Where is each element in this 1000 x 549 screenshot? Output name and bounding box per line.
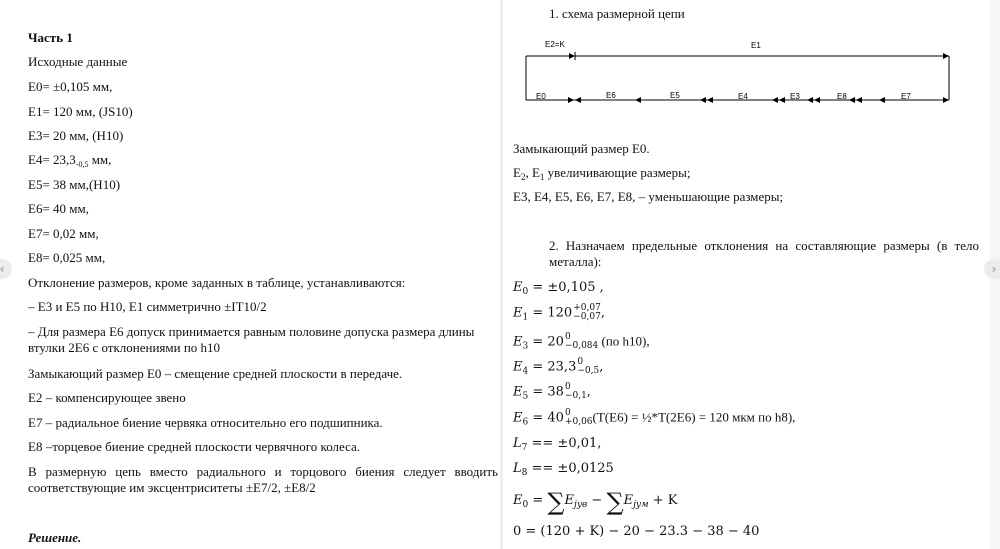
f-sum-t2sub: jум <box>633 500 649 510</box>
f-e6-body: = 40 <box>528 410 564 426</box>
f-l8-body: == ±0,0125 <box>527 461 614 476</box>
f-e1-tail: , <box>600 305 605 321</box>
f-e5-body: = 38 <box>528 384 564 400</box>
left-page <box>8 0 500 549</box>
diagram-label-e8: E8 <box>837 92 847 101</box>
f-e3-tail: (по h10), <box>598 333 650 349</box>
f-e3-body: = 20 <box>528 334 564 350</box>
decreasing-sizes: E3, E4, E5, E6, E7, E8, – уменьшающие размеры; <box>513 189 784 204</box>
increasing-sub-1: 1 <box>539 172 545 182</box>
next-page-arrow[interactable]: › <box>984 259 1000 279</box>
f-e4-sup: 0 <box>577 357 584 367</box>
f-e3-tol <box>565 333 598 351</box>
formula-e1 <box>513 304 605 326</box>
formula-e3 <box>513 333 650 355</box>
f-e4-body: = 23,3 <box>528 359 577 375</box>
f-e5-sup: 0 <box>564 382 571 392</box>
param-e3: E3= 20 мм, (H10) <box>28 128 124 143</box>
f-l7-name: L <box>513 436 522 451</box>
f-e3-sup: 0 <box>564 332 571 342</box>
diagram-label-e5: E5 <box>670 91 680 100</box>
param-e5: E5= 38 мм,(H10) <box>28 177 121 192</box>
formula-final: 0 = (120 + K) − 20 − 23.3 − 38 − 40 <box>513 524 760 539</box>
param-e6: E6= 40 мм, <box>28 201 89 216</box>
f-e4-tol <box>577 358 599 376</box>
f-sum-minus: − <box>587 493 607 508</box>
right-page <box>503 0 990 549</box>
diagram-label-e6: E6 <box>606 91 616 100</box>
f-sum-name: E <box>513 493 523 508</box>
deviation-note: Отклонение размеров, кроме заданных в таблице, устанавливаются: <box>28 275 406 290</box>
param-e0: E0= ±0,105 мм, <box>28 79 113 94</box>
formula-sum <box>513 488 678 516</box>
e7-line: E7 – радиальное биение червяка относительно его подшипника. <box>28 415 383 430</box>
bullet-e3-e5: – E3 и E5 по H10, E1 симметрично ±IT10/2 <box>28 299 267 314</box>
f-e6-low: +0,06 <box>564 417 593 427</box>
f-sum-t1: E <box>564 493 575 508</box>
param-e4-main: E4= 23,3 <box>28 152 76 167</box>
f-e4-name: E <box>513 359 523 375</box>
f-l7-sub: 7 <box>521 443 528 453</box>
f-sum-sub: 0 <box>522 500 529 510</box>
f-e3-sub: 3 <box>522 341 529 352</box>
diagram-label-e0: E0 <box>536 92 546 101</box>
scheme-title: 1. схема размерной цепи <box>549 6 685 21</box>
part-title: Часть 1 <box>28 30 73 45</box>
f-e3-low: −0,084 <box>564 341 599 351</box>
formula-l7 <box>513 436 601 456</box>
formula-e4 <box>513 358 603 380</box>
f-e5-tol <box>565 383 587 401</box>
f-l8-sub: 8 <box>521 468 528 478</box>
f-sum-eq: = <box>528 493 548 508</box>
diagram-label-e4: E4 <box>738 92 748 101</box>
closing-size: Замыкающий размер E0. <box>513 141 650 156</box>
e2-line: E2 – компенсирующее звено <box>28 390 186 405</box>
param-e4-tol: -0,5 <box>75 160 89 169</box>
f-sum-sigma1: ∑ <box>547 488 565 516</box>
f-e3-name: E <box>513 334 523 350</box>
f-e1-sup: +0,07 <box>573 303 601 313</box>
f-e6-tol <box>565 409 593 427</box>
step2-heading: 2. Назначаем предельные отклонения на составляющие размеры (в тело металла): <box>549 238 979 269</box>
f-e0-body: = ±0,105 , <box>528 280 604 295</box>
f-e1-body: = 120 <box>528 305 573 321</box>
f-e5-name: E <box>513 384 523 400</box>
f-e5-tail: , <box>586 384 591 400</box>
solution-heading: Решение. <box>28 530 82 545</box>
f-e6-sup: 0 <box>564 408 571 418</box>
f-e1-sub: 1 <box>522 312 529 323</box>
eccentric-note: В размерную цепь вместо радиального и торцового биения следует вводить соответствующие им эксцентриситеты ±E7/2, ±E8/2 <box>28 464 498 495</box>
increasing-sep: , E <box>525 165 540 180</box>
f-sum-t1sub: jув <box>574 500 588 510</box>
diagram-label-e2k: E2=K <box>545 40 565 49</box>
formula-e5 <box>513 383 591 405</box>
increasing-e: E <box>513 165 521 180</box>
f-e6-tail: (T(E6) = ½*T(2E6) = 120 мкм по h8), <box>592 409 796 425</box>
f-l8-name: L <box>513 461 522 476</box>
diagram-label-e3: E3 <box>790 92 800 101</box>
f-e5-sub: 5 <box>522 391 529 402</box>
increasing-sizes <box>513 165 690 185</box>
f-sum-tail: + K <box>648 493 678 508</box>
increasing-sub-2: 2 <box>520 172 526 182</box>
e8-line: E8 –торцевое биение средней плоскости червячного колеса. <box>28 439 361 454</box>
dimension-chain-diagram <box>523 38 953 108</box>
f-sum-t2: E <box>623 493 634 508</box>
initial-data-title: Исходные данные <box>28 54 128 69</box>
f-e4-tail: , <box>599 359 604 375</box>
f-e5-low: −0,1 <box>564 391 587 401</box>
f-e6-sub: 6 <box>522 417 529 428</box>
bullet-e6: – Для размера E6 допуск принимается равным половине допуска размера длины втулки 2E6 с отклонениями по h10 <box>28 324 475 355</box>
f-e1-tol <box>573 304 601 322</box>
param-e8: E8= 0,025 мм, <box>28 250 106 265</box>
f-sum-sigma2: ∑ <box>606 488 624 516</box>
f-e4-low: −0,5 <box>577 366 600 376</box>
f-e0-sub: 0 <box>522 287 529 297</box>
formula-l8 <box>513 461 614 481</box>
param-e4 <box>28 152 111 173</box>
f-e6-name: E <box>513 410 523 426</box>
f-e1-low: −0,07 <box>573 312 601 322</box>
formula-e0 <box>513 280 604 300</box>
closing-size-line: Замыкающий размер E0 – смещение средней плоскости в передаче. <box>28 366 403 381</box>
f-l7-body: == ±0,01, <box>527 436 602 451</box>
f-e1-name: E <box>513 305 523 321</box>
f-e0-name: E <box>513 280 523 295</box>
diagram-label-e1: E1 <box>751 41 761 50</box>
param-e7: E7= 0,02 мм, <box>28 226 99 241</box>
diagram-label-e7: E7 <box>901 92 911 101</box>
param-e4-unit: мм, <box>88 152 112 167</box>
f-e4-sub: 4 <box>522 366 529 377</box>
formula-e6 <box>513 409 795 431</box>
increasing-text: увеличивающие размеры; <box>544 165 691 180</box>
param-e1: E1= 120 мм, (JS10) <box>28 104 133 119</box>
prev-page-arrow[interactable]: ‹ <box>0 259 12 279</box>
